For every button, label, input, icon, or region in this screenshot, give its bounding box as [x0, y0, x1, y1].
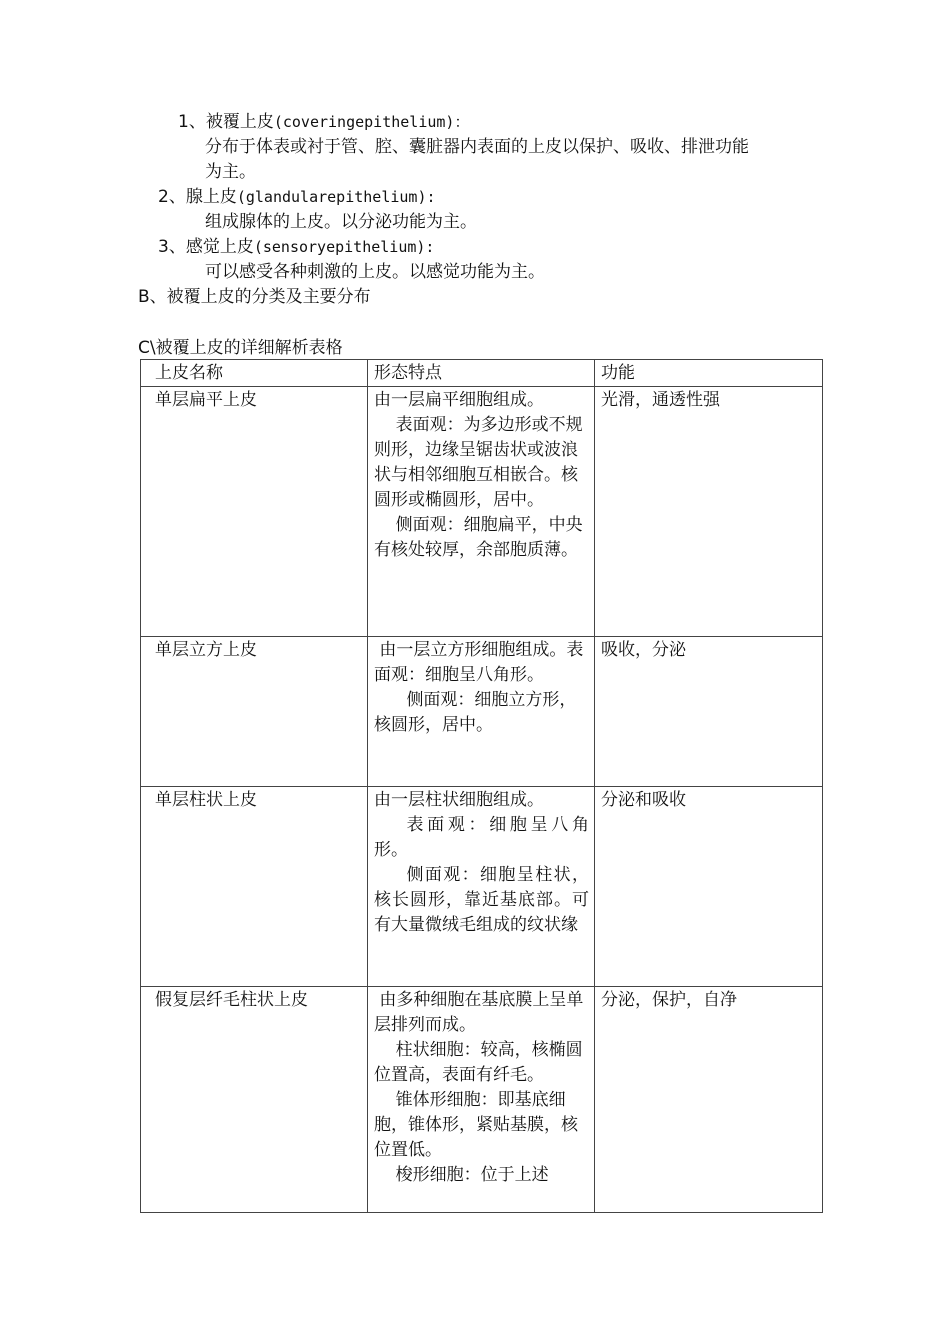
row-name: 单层扁平上皮 [141, 387, 368, 637]
table-row [141, 987, 823, 1213]
desc-line: 锥体形细胞：即基底细胞，锥体形，紧贴基膜，核位置低。 [374, 1090, 578, 1160]
header-function: 功能 [595, 360, 823, 387]
header-name: 上皮名称 [141, 360, 368, 387]
table-row [141, 637, 823, 787]
row-name: 假复层纤毛柱状上皮 [141, 987, 368, 1213]
header-morphology: 形态特点 [368, 360, 595, 387]
row-function: 分泌，保护，自净 [595, 987, 823, 1213]
item2-title-en: (glandularepithelium): [236, 188, 436, 206]
desc-line: 梭形细胞：位于上述 [395, 1165, 549, 1185]
epithelium-table [140, 359, 823, 1213]
table-row [141, 787, 823, 987]
row-function: 吸收，分泌 [595, 637, 823, 787]
table-header-row [141, 360, 823, 387]
desc-line: 侧面观：细胞立方形，核圆形，居中。 [374, 690, 577, 735]
desc-line: 由一层扁平细胞组成。 [374, 390, 544, 410]
row-name: 单层立方上皮 [141, 637, 368, 787]
desc-line: 由一层立方形细胞组成。表面观：细胞呈八角形。 [374, 640, 584, 685]
table-row [141, 387, 823, 637]
item2-desc: 组成腺体的上皮。以分泌功能为主。 [205, 212, 477, 232]
item3-title [158, 235, 434, 260]
item1-desc-b: 为主。 [205, 162, 256, 182]
row-morphology [368, 987, 595, 1213]
item3-title-en: (sensoryepithelium): [253, 238, 435, 256]
item1-title-num: 1、被覆上皮 [178, 112, 274, 132]
desc-line: 侧面观：细胞扁平，中央有核处较厚，余部胞质薄。 [374, 515, 583, 560]
desc-line: 侧面观：细胞呈柱状，核长圆形，靠近基底部。可有大量微绒毛组成的纹状缘 [374, 865, 589, 935]
row-morphology [368, 787, 595, 987]
item2-title [158, 185, 436, 210]
section-c-heading: C\被覆上皮的详细解析表格 [138, 338, 343, 358]
row-function: 光滑，通透性强 [595, 387, 823, 637]
desc-line: 由一层柱状细胞组成。 [374, 790, 544, 810]
row-morphology [368, 387, 595, 637]
row-morphology [368, 637, 595, 787]
item3-desc: 可以感受各种刺激的上皮。以感觉功能为主。 [205, 262, 545, 282]
row-function: 分泌和吸收 [595, 787, 823, 987]
desc-line: 表面观：为多边形或不规则形，边缘呈锯齿状或波浪状与相邻细胞互相嵌合。核圆形或椭圆形，居中。 [374, 415, 583, 510]
item1-title-en: (coveringepithelium)： [273, 113, 470, 131]
item3-title-num: 3、感觉上皮 [158, 237, 254, 257]
desc-line: 柱状细胞：较高，核椭圆位置高，表面有纤毛。 [374, 1040, 583, 1085]
row-name: 单层柱状上皮 [141, 787, 368, 987]
section-b-heading: B、被覆上皮的分类及主要分布 [138, 287, 371, 307]
desc-line: 表面观：细胞呈八角形。 [374, 815, 589, 860]
desc-line: 由多种细胞在基底膜上呈单层排列而成。 [374, 990, 584, 1035]
item2-title-num: 2、腺上皮 [158, 187, 237, 207]
item1-title [178, 110, 469, 135]
item1-desc-a: 分布于体表或衬于管、腔、囊脏器内表面的上皮以保护、吸收、排泄功能 [205, 137, 749, 157]
